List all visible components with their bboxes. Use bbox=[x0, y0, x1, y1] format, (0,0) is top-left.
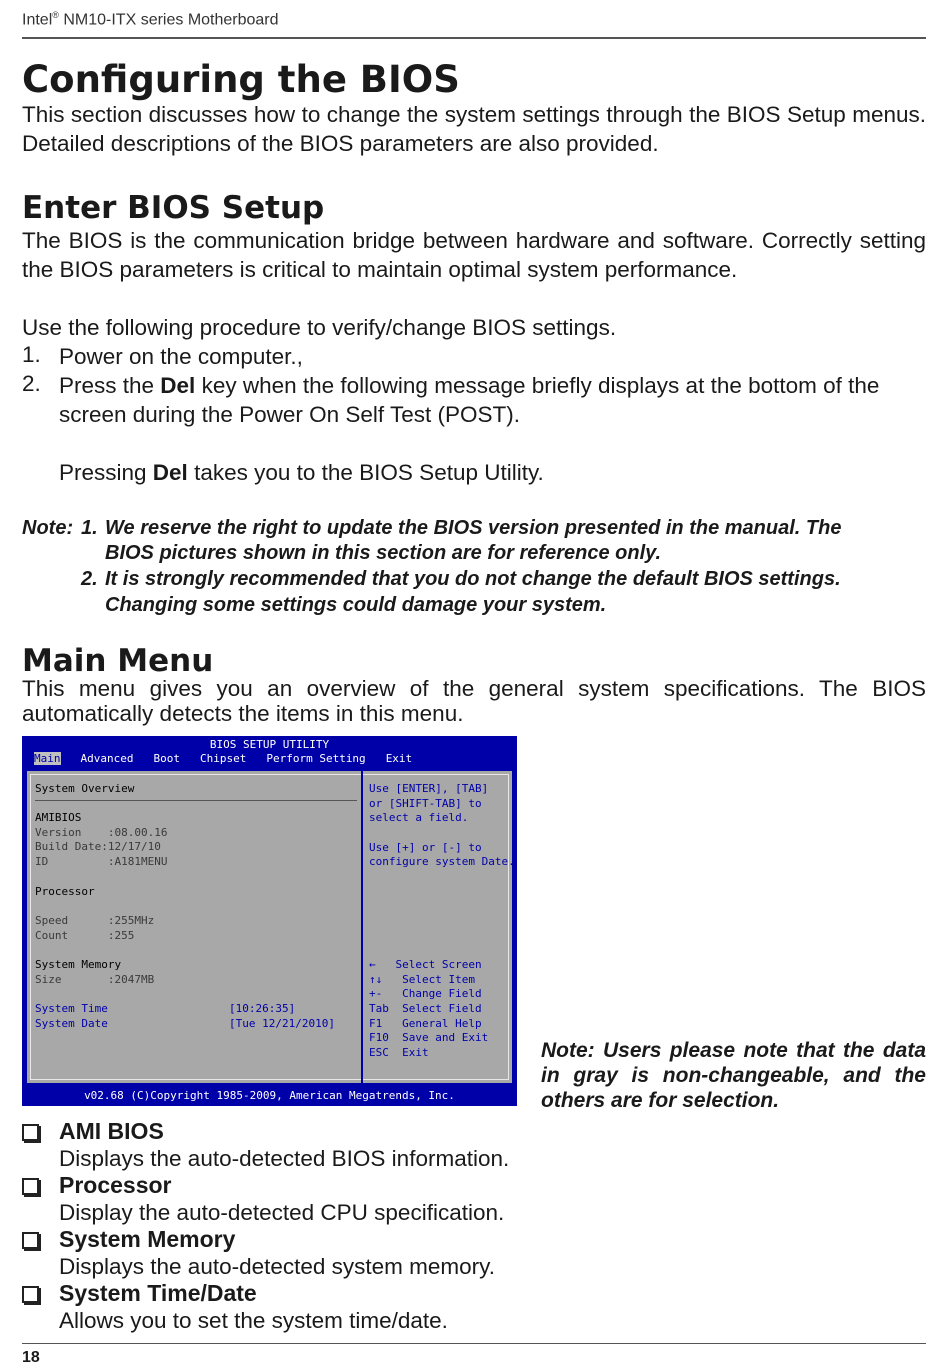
page-number: 18 bbox=[22, 1349, 40, 1366]
bios-help-1-line1: Use [ENTER], [TAB] bbox=[369, 782, 489, 795]
bios-system-memory-label: System Memory bbox=[35, 958, 122, 971]
section-body-enter-bios: The BIOS is the communication bridge between hardware and software. Correctly setting the BIOS parameters is critical to maintain optimal system performance. bbox=[22, 228, 926, 282]
pressing-post: takes you to the BIOS Setup Utility. bbox=[187, 460, 544, 485]
section-body-main-menu: This menu gives you an overview of the general system specifications. The BIOS automatically detects the items in this menu. bbox=[22, 676, 926, 726]
bios-panel-divider bbox=[361, 771, 363, 1083]
bios-system-time-value[interactable]: [10:26:35] bbox=[229, 1002, 296, 1015]
step-number-1: 1. bbox=[22, 342, 41, 367]
bios-amibios-label: AMIBIOS bbox=[35, 811, 82, 824]
step-2-post: key when the following message briefly displays at the bottom of the screen during the Power On Self Test (POST). bbox=[59, 373, 880, 427]
pressing-del-text bbox=[59, 458, 919, 487]
note-1-line2: BIOS pictures shown in this section are for reference only. bbox=[105, 542, 662, 564]
bios-menu-advanced[interactable]: Advanced bbox=[80, 752, 134, 765]
bios-screenshot bbox=[22, 736, 517, 1106]
step-number-2: 2. bbox=[22, 371, 41, 396]
bios-menu-main[interactable]: Main bbox=[34, 752, 61, 765]
step-2-pre: Press the bbox=[59, 373, 161, 398]
bios-version: Version :08.00.16 bbox=[35, 826, 168, 839]
checkbox-icon bbox=[22, 1232, 39, 1249]
bios-build-date: Build Date:12/17/10 bbox=[35, 840, 161, 853]
bios-system-overview: System Overview bbox=[35, 782, 135, 795]
running-header bbox=[22, 10, 279, 29]
bios-help-1-line3: select a field. bbox=[369, 811, 469, 824]
bullet-desc-system-memory: Displays the auto-detected system memory. bbox=[59, 1254, 496, 1279]
bios-title: BIOS SETUP UTILITY bbox=[209, 738, 330, 751]
bullet-title-ami-bios: AMI BIOS bbox=[59, 1118, 164, 1144]
header-title: NM10-ITX series Motherboard bbox=[63, 11, 279, 29]
note-label: Note: bbox=[22, 517, 74, 539]
bios-menu-perform-setting[interactable]: Perform Setting bbox=[266, 752, 366, 765]
section-heading-configuring: Configuring the BIOS bbox=[22, 58, 460, 101]
bios-key-select-screen: ← Select Screen bbox=[369, 958, 482, 971]
bios-size: Size :2047MB bbox=[35, 973, 155, 986]
note-1-number: 1. bbox=[81, 517, 98, 539]
header-rule bbox=[22, 37, 926, 39]
bios-help-2-line1: Use [+] or [-] to bbox=[369, 841, 482, 854]
bios-footer-copyright: v02.68 (C)Copyright 1985-2009, American Megatrends, Inc. bbox=[84, 1089, 455, 1102]
pressing-del-key: Del bbox=[152, 460, 188, 485]
checkbox-icon bbox=[22, 1286, 39, 1303]
bios-main-panel bbox=[25, 769, 514, 1085]
section-heading-main-menu: Main Menu bbox=[22, 643, 214, 679]
bios-menu-exit[interactable]: Exit bbox=[385, 752, 413, 765]
bios-overview-rule bbox=[35, 800, 357, 801]
note-2-line2: Changing some settings could damage your system. bbox=[105, 594, 607, 616]
bios-system-date-value[interactable]: [Tue 12/21/2010] bbox=[229, 1017, 335, 1030]
bios-speed: Speed :255MHz bbox=[35, 914, 155, 927]
bullet-desc-system-time-date: Allows you to set the system time/date. bbox=[59, 1308, 448, 1333]
registered-mark: ® bbox=[52, 10, 59, 20]
pressing-pre: Pressing bbox=[59, 460, 153, 485]
bios-help-2-line2: configure system Date. bbox=[369, 855, 515, 868]
bullet-title-system-memory: System Memory bbox=[59, 1226, 236, 1252]
bios-count: Count :255 bbox=[35, 929, 135, 942]
procedure-intro: Use the following procedure to verify/change BIOS settings. bbox=[22, 315, 617, 340]
bios-menu-boot[interactable]: Boot bbox=[153, 752, 180, 765]
bios-menu-bar bbox=[34, 752, 432, 765]
step-text-2 bbox=[59, 371, 919, 429]
bullet-desc-processor: Display the auto-detected CPU specification. bbox=[59, 1200, 505, 1225]
footer-rule bbox=[22, 1343, 926, 1344]
bullet-title-processor: Processor bbox=[59, 1172, 172, 1198]
header-brand: Intel bbox=[22, 11, 53, 29]
bios-help-1-line2: or [SHIFT-TAB] to bbox=[369, 797, 482, 810]
bios-key-select-item: ↑↓ Select Item bbox=[369, 973, 475, 986]
note-2-line1: It is strongly recommended that you do not change the default BIOS settings. bbox=[105, 568, 841, 590]
del-key: Del bbox=[160, 373, 196, 398]
checkbox-icon bbox=[22, 1178, 39, 1195]
bios-processor-label: Processor bbox=[35, 885, 95, 898]
bios-key-select-field: Tab Select Field bbox=[369, 1002, 482, 1015]
bios-system-date-label[interactable]: System Date bbox=[35, 1017, 108, 1030]
section-heading-enter-bios: Enter BIOS Setup bbox=[22, 190, 325, 226]
bios-system-time-label[interactable]: System Time bbox=[35, 1002, 108, 1015]
bios-key-save-exit: F10 Save and Exit bbox=[369, 1031, 489, 1044]
bios-key-change-field: +- Change Field bbox=[369, 987, 482, 1000]
bullet-title-system-time-date: System Time/Date bbox=[59, 1280, 257, 1306]
note-2-number: 2. bbox=[81, 568, 98, 590]
step-text-1: Power on the computer., bbox=[59, 344, 303, 369]
section-body-configuring: This section discusses how to change the system settings through the BIOS Setup menus. Detailed descriptions of the BIOS parameters are also provided. bbox=[22, 102, 926, 156]
bios-id: ID :A181MENU bbox=[35, 855, 168, 868]
bullet-desc-ami-bios: Displays the auto-detected BIOS information. bbox=[59, 1146, 510, 1171]
gray-data-note: Note: Users please note that the data in gray is non-changeable, and the others are for selection. bbox=[541, 1039, 926, 1112]
checkbox-icon bbox=[22, 1124, 39, 1141]
bios-key-exit: ESC Exit bbox=[369, 1046, 429, 1059]
note-1-line1: We reserve the right to update the BIOS version presented in the manual. The bbox=[105, 517, 842, 539]
bios-menu-chipset[interactable]: Chipset bbox=[199, 752, 247, 765]
bios-key-general-help: F1 General Help bbox=[369, 1017, 482, 1030]
